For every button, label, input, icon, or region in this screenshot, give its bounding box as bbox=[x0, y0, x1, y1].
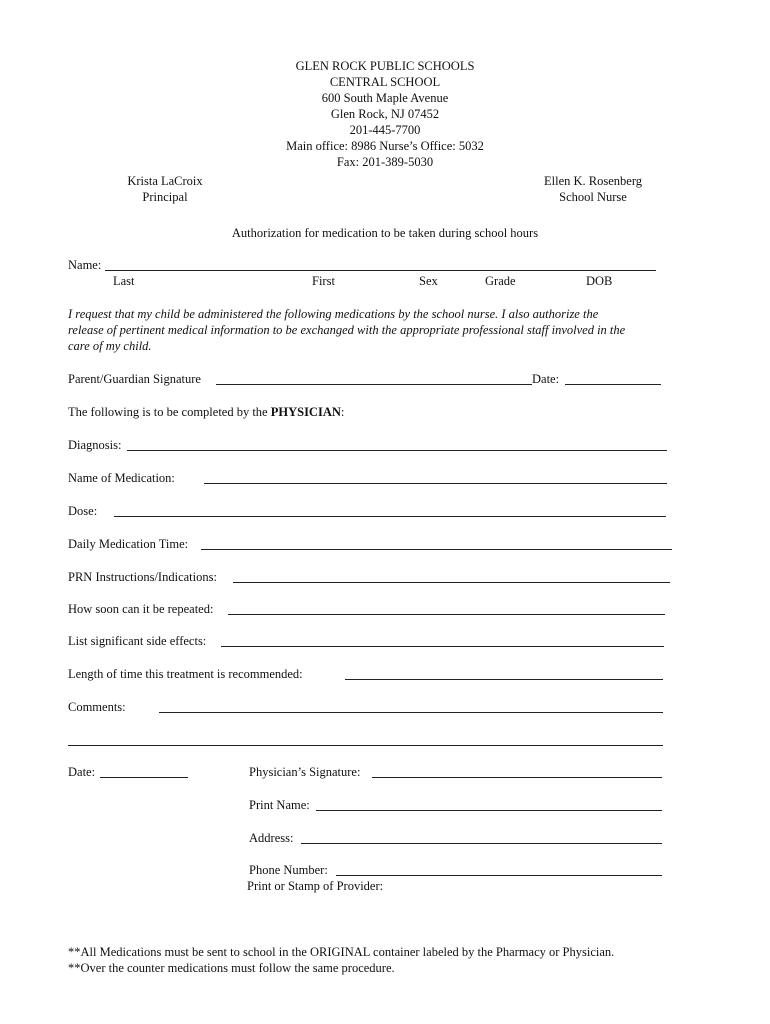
diagnosis-label: Diagnosis: bbox=[68, 438, 122, 452]
nurse-title: School Nurse bbox=[559, 190, 627, 204]
dose-label: Dose: bbox=[68, 504, 98, 518]
prn-field[interactable] bbox=[233, 568, 670, 583]
nurse-name: Ellen K. Rosenberg bbox=[543, 174, 643, 188]
sex-sublabel: Sex bbox=[419, 274, 438, 288]
main-phone: 201-445-7700 bbox=[349, 123, 421, 137]
physician-signature-label: Physician’s Signature: bbox=[249, 765, 361, 779]
dose-field[interactable] bbox=[114, 502, 666, 517]
letterhead bbox=[0, 58, 770, 170]
comments-label: Comments: bbox=[68, 700, 126, 714]
physician-signature-field[interactable] bbox=[372, 763, 662, 778]
footer-note: **Over the counter medications must follow the same procedure. bbox=[68, 961, 395, 975]
physician-date-field[interactable] bbox=[100, 763, 188, 778]
footer-notes bbox=[68, 944, 614, 976]
city-state-zip: Glen Rock, NJ 07452 bbox=[330, 107, 440, 121]
physician-emphasis: PHYSICIAN bbox=[270, 405, 341, 419]
print-name-field[interactable] bbox=[316, 796, 662, 811]
treatment-length-label: Length of time this treatment is recommended: bbox=[68, 667, 303, 681]
address-field[interactable] bbox=[301, 829, 662, 844]
consent-paragraph bbox=[68, 306, 625, 354]
parent-signature-label: Parent/Guardian Signature bbox=[68, 372, 201, 386]
side-effects-label: List significant side effects: bbox=[68, 634, 207, 648]
prn-label: PRN Instructions/Indications: bbox=[68, 570, 217, 584]
physician-date-label: Date: bbox=[68, 765, 96, 779]
street-address: 600 South Maple Avenue bbox=[321, 91, 449, 105]
consent-line: care of my child. bbox=[68, 339, 152, 353]
footer-note: **All Medications must be sent to school in the ORIGINAL container labeled by the Pharmacy or Physician. bbox=[68, 945, 615, 959]
dob-sublabel: DOB bbox=[586, 274, 613, 288]
school-district-name: GLEN ROCK PUBLIC SCHOOLS bbox=[295, 59, 475, 73]
principal-block bbox=[110, 173, 220, 205]
daily-time-field[interactable] bbox=[201, 535, 672, 550]
first-name-sublabel: First bbox=[312, 274, 335, 288]
name-field[interactable] bbox=[105, 256, 656, 271]
repeat-field[interactable] bbox=[228, 600, 665, 615]
consent-line: release of pertinent medical information to be exchanged with the appropriate professional staff involved in the bbox=[68, 323, 626, 337]
physician-section-heading bbox=[68, 404, 344, 420]
medication-name-label: Name of Medication: bbox=[68, 471, 175, 485]
comments-field-line-2[interactable] bbox=[68, 731, 663, 746]
phone-number-field[interactable] bbox=[336, 861, 662, 876]
parent-date-label: Date: bbox=[532, 372, 560, 386]
fax-number: Fax: 201-389-5030 bbox=[336, 155, 434, 169]
office-extensions: Main office: 8986 Nurse’s Office: 5032 bbox=[286, 139, 484, 153]
physician-intro-prefix: The following is to be completed by the bbox=[68, 405, 271, 419]
medication-name-field[interactable] bbox=[204, 469, 667, 484]
diagnosis-field[interactable] bbox=[127, 436, 667, 451]
principal-name: Krista LaCroix bbox=[127, 174, 203, 188]
side-effects-field[interactable] bbox=[221, 632, 664, 647]
school-name: CENTRAL SCHOOL bbox=[329, 75, 441, 89]
last-name-sublabel: Last bbox=[113, 274, 135, 288]
form-title: Authorization for medication to be taken during school hours bbox=[231, 226, 539, 240]
provider-stamp-label: Print or Stamp of Provider: bbox=[247, 879, 384, 893]
consent-line: I request that my child be administered the following medications by the school nurse. I also authorize the bbox=[68, 307, 599, 321]
name-label: Name: bbox=[68, 258, 102, 272]
print-name-label: Print Name: bbox=[249, 798, 310, 812]
treatment-length-field[interactable] bbox=[345, 665, 663, 680]
principal-title: Principal bbox=[142, 190, 188, 204]
parent-date-field[interactable] bbox=[565, 370, 661, 385]
comments-field[interactable] bbox=[159, 698, 663, 713]
parent-signature-field[interactable] bbox=[216, 370, 532, 385]
nurse-block bbox=[528, 173, 658, 205]
grade-sublabel: Grade bbox=[485, 274, 516, 288]
physician-intro-suffix: : bbox=[340, 405, 345, 419]
repeat-label: How soon can it be repeated: bbox=[68, 602, 214, 616]
daily-time-label: Daily Medication Time: bbox=[68, 537, 189, 551]
address-label: Address: bbox=[249, 831, 294, 845]
phone-number-label: Phone Number: bbox=[249, 863, 328, 877]
